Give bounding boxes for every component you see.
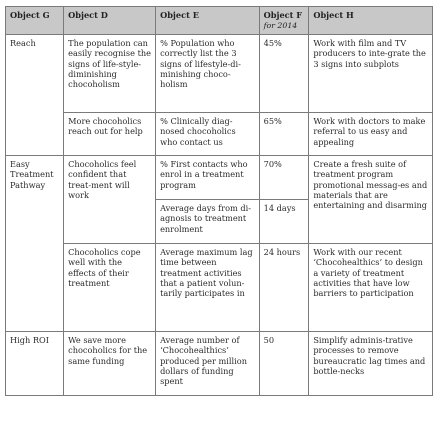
cell-object-f: 65% <box>259 112 309 155</box>
cell-object-d: Chocoholics cope well with the effects of their treatment <box>64 243 156 331</box>
cell-object-g: Easy Treatment Pathway <box>6 155 64 331</box>
table-row <box>6 155 433 199</box>
table-row <box>6 34 433 112</box>
cell-object-f: 50 <box>259 331 309 395</box>
cell-object-e: Average days from di-agnosis to treatment enrolment <box>156 199 260 243</box>
header-row <box>6 7 433 35</box>
cell-object-d: The population can easily recognise the signs of life-style-diminishing chocoholism <box>64 34 156 112</box>
header-object-f-label: Object F <box>263 10 303 20</box>
header-object-h: Object H <box>309 7 433 35</box>
cell-object-d: Chocoholics feel confident that treat-ment will work <box>64 155 156 243</box>
cell-object-h: Create a fresh suite of treatment program promotional messag-es and materials that are entertaining and disarming <box>309 155 433 243</box>
cell-object-e: % Clinically diag-nosed chocoholics who contact us <box>156 112 260 155</box>
cell-object-g: High ROI <box>6 331 64 395</box>
cell-object-f: 45% <box>259 34 309 112</box>
objectives-table <box>5 6 433 396</box>
header-object-d: Object D <box>64 7 156 35</box>
cell-object-f: 24 hours <box>259 243 309 331</box>
cell-object-h: Work with our recent ‘Chocohealthics’ to design a variety of treatment activities that have low barriers to participation <box>309 243 433 331</box>
table-row <box>6 112 433 155</box>
cell-object-g: Reach <box>6 34 64 155</box>
cell-object-e: % Population who correctly list the 3 signs of lifestyle-di-minishing choco-holism <box>156 34 260 112</box>
cell-object-d: More chocoholics reach out for help <box>64 112 156 155</box>
cell-object-h: Work with doctors to make referral to us easy and appealing <box>309 112 433 155</box>
cell-object-d: We save more chocoholics for the same funding <box>64 331 156 395</box>
table-row <box>6 331 433 395</box>
header-object-e: Object E <box>156 7 260 35</box>
cell-object-e: Average number of ‘Chocohealthics’ produced per million dollars of funding spent <box>156 331 260 395</box>
cell-object-f: 14 days <box>259 199 309 243</box>
header-object-g: Object G <box>6 7 64 35</box>
cell-object-e: % First contacts who enrol in a treatment program <box>156 155 260 199</box>
table-row <box>6 243 433 331</box>
cell-object-f: 70% <box>259 155 309 199</box>
cell-object-h: Work with film and TV producers to inte-grate the 3 signs into subplots <box>309 34 433 112</box>
cell-object-e: Average maximum lag time between treatment activities that a patient volun-tarily participates in <box>156 243 260 331</box>
header-object-f-sub: for 2014 <box>263 21 298 31</box>
header-object-f <box>259 7 309 35</box>
cell-object-h: Simplify adminis-trative processes to remove bureaucratic lag times and bottle-necks <box>309 331 433 395</box>
